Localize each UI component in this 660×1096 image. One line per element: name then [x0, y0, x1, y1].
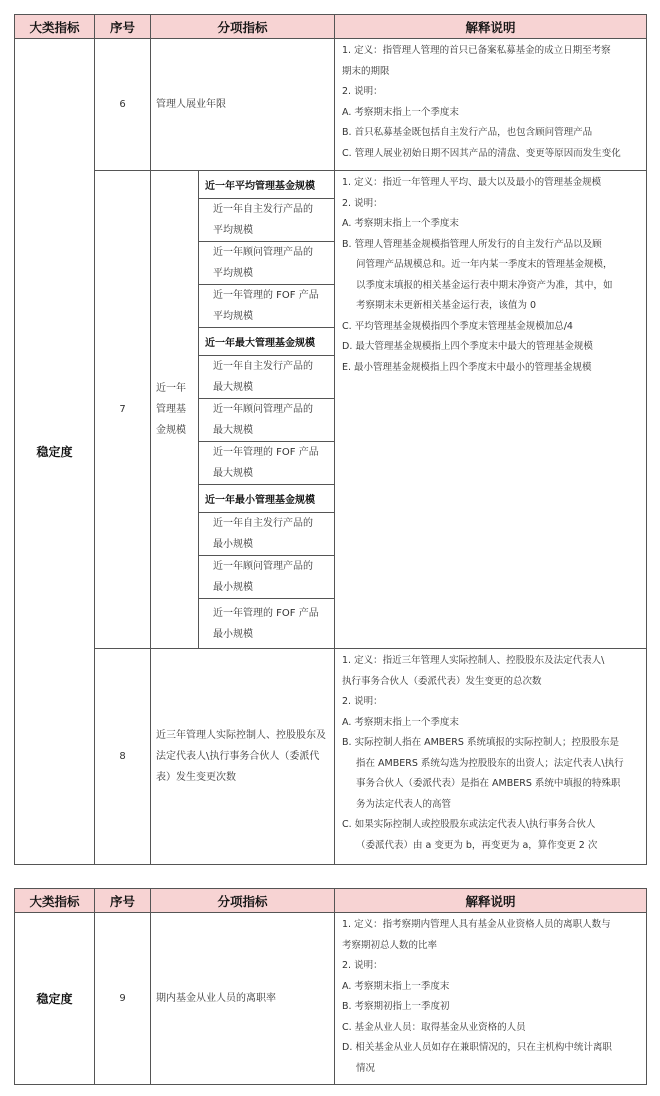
explanation-line: 考察期末未更新相关基金运行表，该值为 0	[356, 300, 537, 311]
explanation-cell	[335, 649, 647, 865]
explanation-line: A. 考察期末指上一个季度末	[342, 218, 459, 229]
table-row	[15, 171, 647, 199]
explanation-line: 1. 定义：指近三年管理人实际控制人、控股股东及法定代表人\	[342, 655, 605, 666]
seq-cell: 9	[95, 913, 151, 1085]
sub-indicator-cell: 近三年管理人实际控制人、控股股东及法定代表人\执行事务合伙人（委派代表）发生变更次数	[151, 649, 335, 865]
group-item: 近一年管理的 FOF 产品平均规模	[199, 285, 335, 328]
explanation-line: D. 相关基金从业人员如存在兼职情况的，只在主机构中统计离职	[342, 1042, 612, 1053]
explanation-line: 问管理产品规模总和。近一年内某一季度末的管理基金规模，	[356, 259, 613, 270]
sub-indicator-cell: 期内基金从业人员的离职率	[151, 913, 335, 1085]
explanation-cell	[335, 39, 647, 171]
table-row	[15, 39, 647, 171]
table-header-row	[15, 15, 647, 39]
explanation-line: B. 考察期初指上一季度初	[342, 1001, 450, 1012]
explanation-cell	[335, 171, 647, 649]
explanation-line: 1. 定义：指近一年管理人平均、最大以及最小的管理基金规模	[342, 177, 602, 188]
group-item: 近一年自主发行产品的最小规模	[199, 513, 335, 556]
group-item: 近一年顾问管理产品的最大规模	[199, 399, 335, 442]
explanation-line: 2. 说明：	[342, 197, 383, 209]
table-row	[15, 913, 647, 1085]
explanation-line: 期末的期限	[342, 65, 390, 77]
category-cell: 稳定度	[15, 39, 95, 865]
header-sub: 分项指标	[151, 15, 335, 39]
explanation-line: A. 考察期末指上一个季度末	[342, 716, 459, 728]
explanation-line: B. 实际控制人指在 AMBERS 系统填报的实际控制人；控股股东是	[342, 737, 619, 748]
group-title-max: 近一年最大管理基金规模	[199, 328, 335, 356]
group-item: 近一年自主发行产品的平均规模	[199, 199, 335, 242]
group-item: 近一年自主发行产品的最大规模	[199, 356, 335, 399]
indicator-table-2	[14, 888, 647, 1085]
explanation-line: 务为法定代表人的高管	[356, 798, 452, 810]
group-item: 近一年管理的 FOF 产品最大规模	[199, 442, 335, 485]
explanation-line: 1. 定义：指考察期内管理人具有基金从业资格人员的离职人数与	[342, 919, 611, 930]
explanation-line: E. 最小管理基金规模指上四个季度末中最小的管理基金规模	[342, 361, 592, 373]
explanation-line: C. 基金从业人员：取得基金从业资格的人员	[342, 1021, 526, 1033]
seq-cell: 8	[95, 649, 151, 865]
indicator-table-1	[14, 14, 647, 865]
category-cell: 稳定度	[15, 913, 95, 1085]
header-seq: 序号	[95, 15, 151, 39]
explanation-line: 以季度末填报的相关基金运行表中期末净资产为准，其中，如	[356, 279, 613, 291]
explanation-line: 事务合伙人（委派代表）是指在 AMBERS 系统中填报的特殊职	[356, 778, 621, 789]
group-item: 近一年顾问管理产品的最小规模	[199, 556, 335, 599]
group-item: 近一年顾问管理产品的平均规模	[199, 242, 335, 285]
explanation-line: 2. 说明：	[342, 960, 383, 971]
explanation-line: A. 考察期末指上一季度末	[342, 980, 450, 992]
explanation-line: 1. 定义：指管理人管理的首只已备案私募基金的成立日期至考察	[342, 45, 611, 56]
header-seq: 序号	[95, 889, 151, 913]
explanation-line: B. 管理人管理基金规模指管理人所发行的自主发行产品以及顾	[342, 238, 602, 250]
header-sub: 分项指标	[151, 889, 335, 913]
explanation-line: A. 考察期末指上一个季度末	[342, 106, 459, 118]
explanation-cell	[335, 913, 647, 1085]
explanation-line: C. 如果实际控制人或控股股东或法定代表人\执行事务合伙人	[342, 819, 596, 830]
explanation-line: B. 首只私募基金既包括自主发行产品，也包含顾问管理产品	[342, 127, 593, 138]
table-header-row	[15, 889, 647, 913]
explanation-line: 2. 说明：	[342, 696, 383, 707]
seq-cell: 6	[95, 39, 151, 171]
explanation-line: 2. 说明：	[342, 86, 383, 97]
seq-cell: 7	[95, 171, 151, 649]
header-explain: 解释说明	[335, 15, 647, 39]
group-item: 近一年管理的 FOF 产品最小规模	[199, 599, 335, 649]
explanation-line: 情况	[356, 1062, 376, 1074]
sub-indicator-cell: 管理人展业年限	[151, 39, 335, 171]
group-title-min: 近一年最小管理基金规模	[199, 485, 335, 513]
explanation-line: 考察期初总人数的比率	[342, 939, 438, 951]
explanation-line: 指在 AMBERS 系统勾选为控股股东的出资人；法定代表人\执行	[356, 757, 624, 769]
explanation-line: C. 管理人展业初始日期不因其产品的清盘、变更等原因而发生变化	[342, 147, 621, 159]
header-category: 大类指标	[15, 889, 95, 913]
explanation-line: C. 平均管理基金规模指四个季度末管理基金规模加总/4	[342, 320, 573, 332]
header-category: 大类指标	[15, 15, 95, 39]
explanation-line: D. 最大管理基金规模指上四个季度末中最大的管理基金规模	[342, 341, 593, 352]
sub-indicator-cell: 近一年管理基金规模	[151, 171, 199, 649]
header-explain: 解释说明	[335, 889, 647, 913]
explanation-line: 执行事务合伙人（委派代表）发生变更的总次数	[342, 675, 542, 687]
table-row	[15, 649, 647, 865]
explanation-line: （委派代表）由 a 变更为 b，再变更为 a，算作变更 2 次	[356, 839, 598, 851]
group-title-average: 近一年平均管理基金规模	[199, 171, 335, 199]
